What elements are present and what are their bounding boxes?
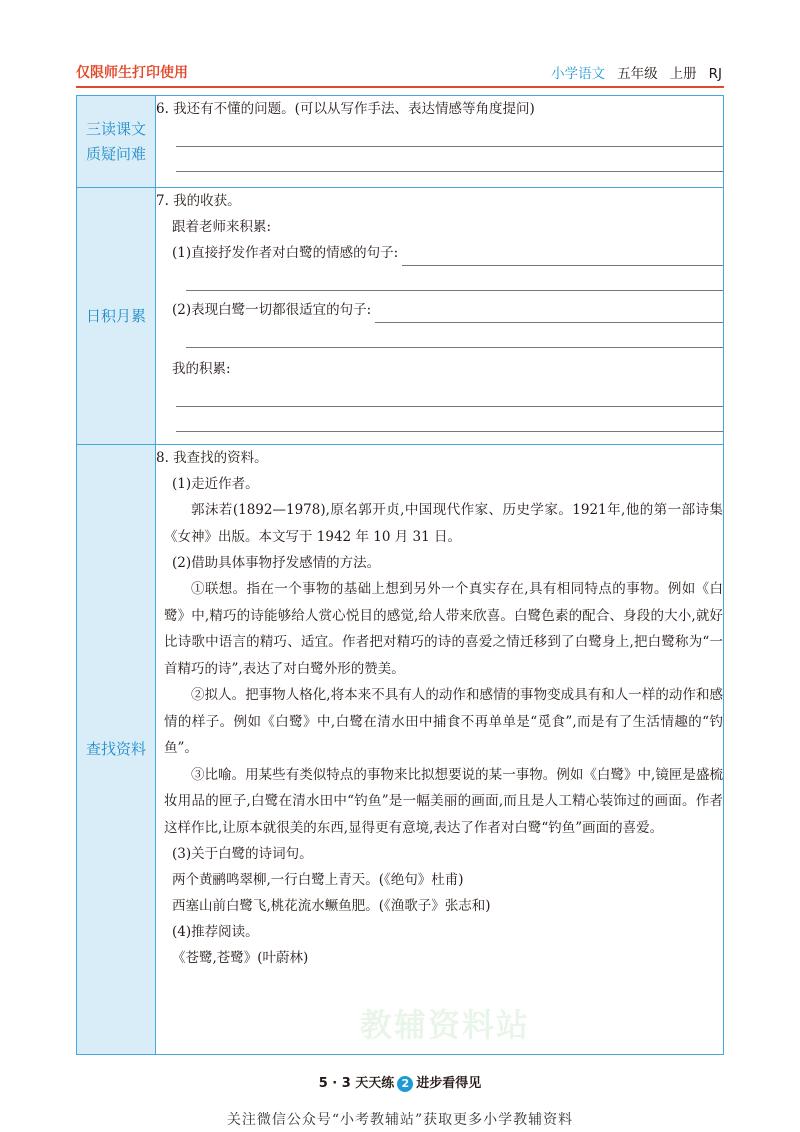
section-label-line: 三读课文 xyxy=(85,119,146,138)
header-divider xyxy=(76,86,724,88)
question-6: 6. 我还有不懂的问题。(可以从写作手法、表达情感等角度提问) xyxy=(156,101,535,117)
bottom-promo-note: 关注微信公众号“小考教辅站”获取更多小学教辅资料 xyxy=(226,1112,574,1128)
my-accumulate-label: 我的积累: xyxy=(172,361,231,377)
author-paragraph: 郭沫若(1892—1978),原名郭开贞,中国现代作家、历史学家。1921年,他的第一部诗集《女神》出版。本文写于 1942 年 10 月 31 日。 xyxy=(164,502,723,545)
poem-line-2: 西塞山前白鹭飞,桃花流水鳜鱼肥。(《渔歌子》张志和) xyxy=(172,898,491,914)
print-notice: 仅限师生打印使用 xyxy=(76,65,188,81)
answer-line[interactable] xyxy=(176,147,723,172)
section-label-accumulate xyxy=(77,188,156,445)
subject-label: 小学语文 xyxy=(551,66,606,82)
section-content-research xyxy=(156,445,724,1055)
part-4-title: (4)推荐阅读。 xyxy=(172,924,259,940)
footer-slogan: 进步看得见 xyxy=(416,1076,482,1091)
section-label-line: 日积月累 xyxy=(85,306,146,325)
section-label-line: 质疑问难 xyxy=(85,144,146,163)
section-row-accumulate xyxy=(77,188,724,445)
footer-brand: 5 · 3 天天练 xyxy=(318,1076,395,1091)
edition-label: RJ xyxy=(708,66,722,82)
answer-line[interactable] xyxy=(176,382,723,407)
section-label-line: 查找资料 xyxy=(85,740,146,758)
answer-line[interactable] xyxy=(176,122,723,147)
section-row-questions xyxy=(77,96,724,188)
grade-label: 五年级 xyxy=(617,66,658,82)
method-association: ①联想。指在一个事物的基础上想到另外一个真实存在,具有相同特点的事物。例如《白鹭》中,精巧的诗能够给人赏心悦目的感觉,给人带来欣喜。白鹭色素的配合、身段的大小,就好比诗歌中语言的精巧、适宜。作者把对精巧的诗的喜爱之情迁移到了白鹭身上,把白鹭称为“一首精巧的诗”,表达了对白鹭外形的赞美。 xyxy=(164,581,723,677)
part-3-title: (3)关于白鹭的诗词句。 xyxy=(172,846,313,862)
method-metaphor: ③比喻。用某些有类似特点的事物来比拟想要说的某一事物。例如《白鹭》中,镜匣是盛梳妆用品的匣子,白鹭在清水田中“钓鱼”是一幅美丽的画面,而且是人工精心装饰过的画面。作者这样作比,让原本就很美的东西,显得更有意境,表达了作者对白鹭“钓鱼”画面的喜爱。 xyxy=(164,766,723,836)
section-content-accumulate xyxy=(156,188,724,445)
fill-item-2-label: (2)表现白鹭一切都很适宜的句子: xyxy=(172,302,372,318)
worksheet-table xyxy=(76,95,724,1055)
answer-line[interactable] xyxy=(186,323,723,348)
footer-badge: 2 xyxy=(397,1076,413,1092)
question-7: 7. 我的收获。 xyxy=(156,193,241,209)
section-content-questions xyxy=(156,96,724,188)
answer-line[interactable] xyxy=(186,266,723,291)
page-footer xyxy=(0,1072,800,1092)
answer-line[interactable] xyxy=(375,304,723,323)
recommended-reading: 《苍鹭,苍鹭》(叶蔚林) xyxy=(172,950,309,966)
fill-item-1 xyxy=(156,240,723,266)
poem-line-1: 两个黄鹂鸣翠柳,一行白鹭上青天。(《绝句》杜甫) xyxy=(172,872,464,888)
part-2-title: (2)借助具体事物抒发感情的方法。 xyxy=(172,555,381,571)
book-info xyxy=(551,62,722,82)
section-label-research xyxy=(77,445,156,1055)
method-personification: ②拟人。把事物人格化,将本来不具有人的动作和感情的事物变成具有和人一样的动作和感情的样子。例如《白鹭》中,白鹭在清水田中捕食不再单单是“觅食”,而是有了生活情趣的“钓鱼”。 xyxy=(164,687,723,756)
question-8: 8. 我查找的资料。 xyxy=(156,450,268,466)
accumulate-intro: 跟着老师来积累: xyxy=(172,219,272,235)
volume-label: 上册 xyxy=(669,66,697,82)
answer-line[interactable] xyxy=(176,407,723,432)
section-label-questions xyxy=(77,96,156,188)
answer-line[interactable] xyxy=(402,247,723,266)
fill-item-1-label: (1)直接抒发作者对白鹭的情感的句子: xyxy=(172,245,399,261)
fill-item-2 xyxy=(156,297,723,323)
watermark-text: 教辅资料站 xyxy=(360,1006,531,1044)
section-row-research xyxy=(77,445,724,1055)
part-1-title: (1)走近作者。 xyxy=(172,476,259,492)
